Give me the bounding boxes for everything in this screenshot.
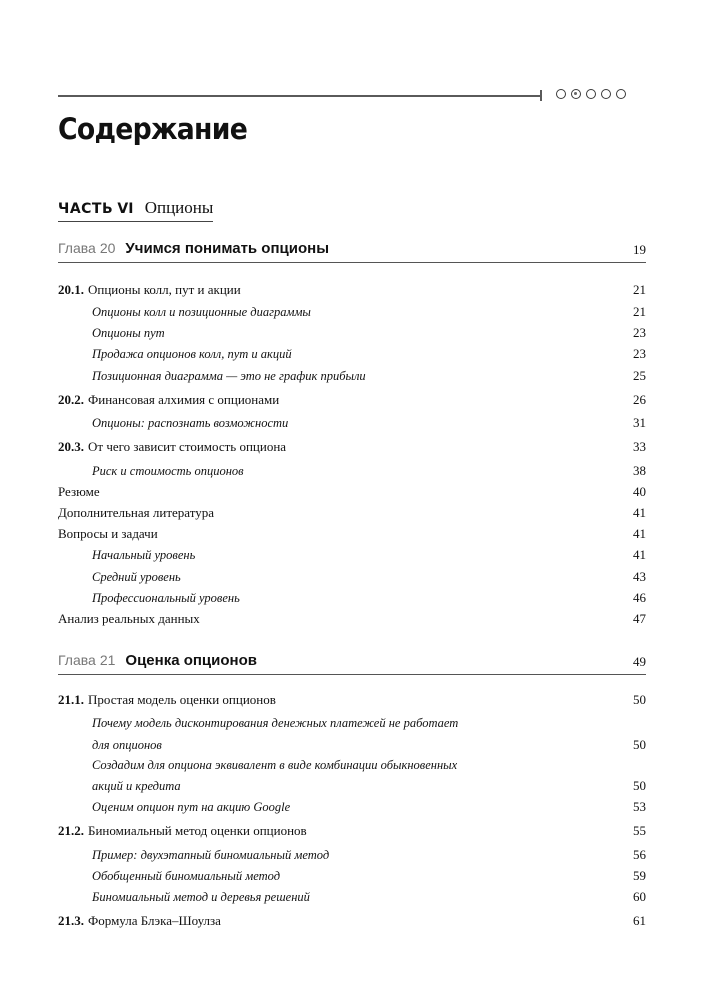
section-number: 20.1. <box>58 282 84 297</box>
entry-text: акций и кредита <box>92 779 181 793</box>
chapter-page: 49 <box>633 654 646 669</box>
entry-page: 38 <box>633 463 646 478</box>
part-number: VI <box>117 201 134 217</box>
entry-text: Опционы колл, пут и акции <box>88 282 241 297</box>
chapter-label: Глава <box>58 240 96 256</box>
toc-subentry[interactable] <box>58 462 646 480</box>
toc-entry[interactable] <box>58 504 646 522</box>
toc-subentry[interactable] <box>58 303 646 321</box>
entry-text: Обобщенный биномиальный метод <box>92 869 281 883</box>
chapter-heading[interactable] <box>58 652 646 675</box>
entry-text: Формула Блэка–Шоулза <box>88 913 221 928</box>
entry-page: 43 <box>633 569 646 584</box>
toc-section-entry[interactable] <box>58 391 646 409</box>
chapter-number: 20 <box>99 240 116 256</box>
part-heading <box>58 198 213 222</box>
toc-subentry[interactable] <box>58 324 646 342</box>
entry-text: Позиционная диаграмма — это не график прибыли <box>92 369 366 383</box>
entry-text: Риск и стоимость опционов <box>92 464 244 478</box>
entry-text: Биномиальный метод оценки опционов <box>88 823 307 838</box>
entry-page: 46 <box>633 590 646 605</box>
entry-page: 31 <box>633 415 646 430</box>
toc-section-entry[interactable] <box>58 691 646 709</box>
entry-text: Профессиональный уровень <box>92 591 240 605</box>
entry-page: 41 <box>633 547 646 562</box>
toc-subentry[interactable] <box>58 714 646 732</box>
chapter-title: Оценка опционов <box>125 652 257 669</box>
entry-text: Резюме <box>58 484 100 499</box>
toc-entry[interactable] <box>58 483 646 501</box>
toc-section-entry[interactable] <box>58 822 646 840</box>
entry-text: Биномиальный метод и деревья решений <box>92 890 310 904</box>
entry-page: 50 <box>633 778 646 793</box>
entry-page: 50 <box>633 692 646 707</box>
entry-text: Создадим для опциона эквивалент в виде комбинации обыкновенных <box>92 758 458 772</box>
entry-text: Начальный уровень <box>92 548 196 562</box>
toc-subentry[interactable] <box>58 589 646 607</box>
circle-dot-icon <box>571 89 581 99</box>
toc-section-entry[interactable] <box>58 281 646 299</box>
section-number: 21.2. <box>58 823 84 838</box>
entry-text: Продажа опционов колл, пут и акций <box>92 347 292 361</box>
toc-subentry[interactable] <box>58 546 646 564</box>
chapter-heading[interactable] <box>58 240 646 263</box>
entry-text: для опционов <box>92 738 162 752</box>
entry-page: 23 <box>633 325 646 340</box>
entry-page: 41 <box>633 526 646 541</box>
entry-text: Простая модель оценки опционов <box>88 692 276 707</box>
toc-subentry[interactable] <box>58 867 646 885</box>
entry-page: 55 <box>633 823 646 838</box>
toc-section-entry[interactable] <box>58 912 646 930</box>
entry-page: 60 <box>633 889 646 904</box>
section-number: 20.2. <box>58 392 84 407</box>
toc-subentry[interactable] <box>58 568 646 586</box>
toc-subentry[interactable] <box>58 888 646 906</box>
circle-icon <box>616 89 626 99</box>
entry-page: 47 <box>633 611 646 626</box>
page-title: Содержание <box>58 112 248 146</box>
entry-page: 61 <box>633 913 646 928</box>
entry-page: 56 <box>633 847 646 862</box>
circle-icon <box>586 89 596 99</box>
toc-entry[interactable] <box>58 525 646 543</box>
entry-text: Дополнительная литература <box>58 505 214 520</box>
chapter-label: Глава <box>58 652 96 668</box>
chapter-progress-circles <box>556 89 626 99</box>
entry-text: Анализ реальных данных <box>58 611 200 626</box>
toc-subentry[interactable] <box>58 846 646 864</box>
entry-text: Оценим опцион пут на акцию Google <box>92 800 291 814</box>
section-number: 20.3. <box>58 439 84 454</box>
entry-page: 21 <box>633 304 646 319</box>
entry-text: Опционы колл и позиционные диаграммы <box>92 305 311 319</box>
entry-text: Средний уровень <box>92 570 181 584</box>
entry-page: 50 <box>633 737 646 752</box>
entry-text: Опционы пут <box>92 326 165 340</box>
chapter-title: Учимся понимать опционы <box>125 240 330 257</box>
entry-page: 33 <box>633 439 646 454</box>
toc-entry[interactable] <box>58 610 646 628</box>
chapter-page: 19 <box>633 242 646 257</box>
entry-text: Пример: двухэтапный биномиальный метод <box>92 848 330 862</box>
toc-section-entry[interactable] <box>58 438 646 456</box>
circle-icon <box>556 89 566 99</box>
entry-text: Почему модель дисконтирования денежных платежей не работает <box>92 716 459 730</box>
entry-page: 59 <box>633 868 646 883</box>
entry-page: 53 <box>633 799 646 814</box>
entry-text: Опционы: распознать возможности <box>92 416 289 430</box>
entry-text: Вопросы и задачи <box>58 526 158 541</box>
circle-icon <box>601 89 611 99</box>
toc-subentry[interactable] <box>58 756 646 774</box>
header-rule <box>58 95 540 97</box>
toc-subentry[interactable] <box>58 777 646 795</box>
entry-page: 25 <box>633 368 646 383</box>
toc-subentry[interactable] <box>58 414 646 432</box>
part-label: ЧАСТЬ <box>58 201 114 217</box>
entry-page: 23 <box>633 346 646 361</box>
entry-page: 40 <box>633 484 646 499</box>
entry-page: 41 <box>633 505 646 520</box>
toc-subentry[interactable] <box>58 736 646 754</box>
toc-subentry[interactable] <box>58 345 646 363</box>
header-rule-tick <box>540 90 542 101</box>
section-number: 21.1. <box>58 692 84 707</box>
entry-page: 26 <box>633 392 646 407</box>
chapter-number: 21 <box>99 652 116 668</box>
entry-page: 21 <box>633 282 646 297</box>
part-title: Опционы <box>144 198 214 217</box>
entry-text: Финансовая алхимия с опционами <box>88 392 280 407</box>
toc-subentry[interactable] <box>58 798 646 816</box>
section-number: 21.3. <box>58 913 84 928</box>
toc-subentry[interactable] <box>58 367 646 385</box>
entry-text: От чего зависит стоимость опциона <box>88 439 287 454</box>
